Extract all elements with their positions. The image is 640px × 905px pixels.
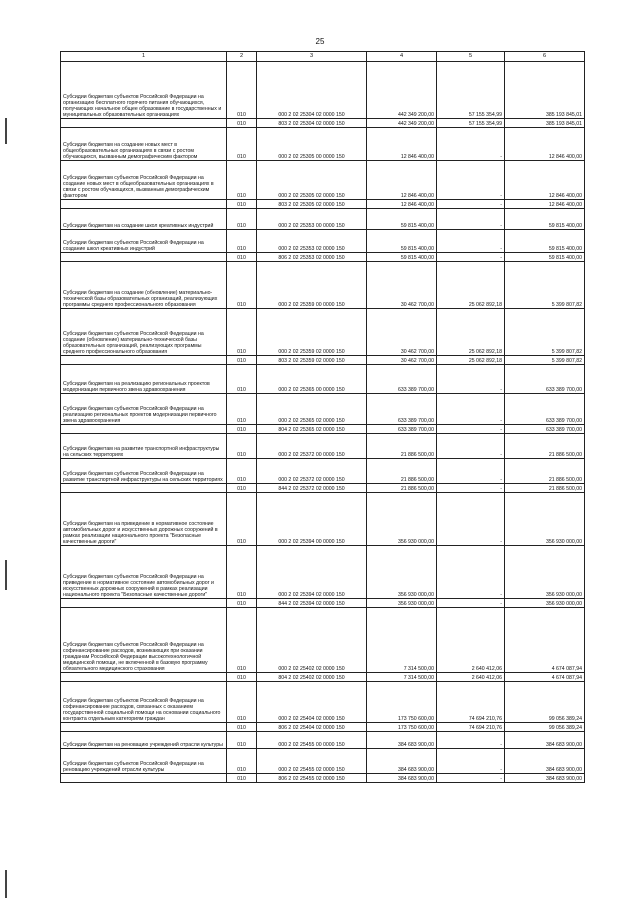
row-description — [61, 356, 227, 365]
table-row — [61, 723, 585, 732]
row-remaining-amount: 21 886 500,00 — [505, 484, 585, 493]
row-approved-amount: 59 815 400,00 — [367, 209, 437, 230]
row-executed-amount: - — [437, 434, 505, 459]
row-description: Субсидии бюджетам субъектов Российской Федерации на реализацию региональных проектов модернизации первичного звена здравоохранения — [61, 394, 227, 425]
row-approved-amount: 356 930 000,00 — [367, 546, 437, 599]
row-remaining-amount: 21 886 500,00 — [505, 459, 585, 484]
row-description: Субсидии бюджетам на реновацию учреждений отрасли культуры — [61, 732, 227, 749]
row-description: Субсидии бюджетам субъектов Российской Федерации на создание школ креативных индустрий — [61, 230, 227, 253]
row-budget-code: 000 2 02 25353 02 0000 150 — [257, 230, 367, 253]
table-row — [61, 128, 585, 161]
header-cell: 3 — [257, 52, 367, 62]
row-remaining-amount: 21 886 500,00 — [505, 434, 585, 459]
row-remaining-amount: 99 056 389,24 — [505, 682, 585, 723]
row-approved-amount: 356 930 000,00 — [367, 493, 437, 546]
row-line-code: 010 — [227, 262, 257, 309]
binding-mark — [5, 870, 7, 898]
table-row — [61, 200, 585, 209]
row-budget-code: 803 2 02 25359 02 0000 150 — [257, 356, 367, 365]
row-budget-code: 806 2 02 25404 02 0000 150 — [257, 723, 367, 732]
table-row — [61, 394, 585, 425]
table-row — [61, 493, 585, 546]
row-remaining-amount: 384 683 900,00 — [505, 749, 585, 774]
row-description: Субсидии бюджетам субъектов Российской Федерации на софинансирование расходов, связанных с оказанием государственной социальной помощи на основании социального контракта отдельным категориям граждан — [61, 682, 227, 723]
row-line-code: 010 — [227, 161, 257, 200]
table-row — [61, 774, 585, 783]
row-executed-amount: 25 062 892,18 — [437, 262, 505, 309]
row-approved-amount: 173 750 600,00 — [367, 682, 437, 723]
table-row — [61, 434, 585, 459]
row-budget-code: 804 2 02 25365 02 0000 150 — [257, 425, 367, 434]
row-approved-amount: 173 750 600,00 — [367, 723, 437, 732]
budget-table — [60, 51, 585, 783]
row-budget-code: 000 2 02 25304 02 0000 150 — [257, 62, 367, 119]
row-remaining-amount: 4 674 087,94 — [505, 673, 585, 682]
header-cell: 4 — [367, 52, 437, 62]
row-line-code: 010 — [227, 484, 257, 493]
row-description — [61, 673, 227, 682]
row-remaining-amount: 385 193 845,01 — [505, 62, 585, 119]
row-remaining-amount: 12 846 400,00 — [505, 128, 585, 161]
row-line-code: 010 — [227, 749, 257, 774]
row-executed-amount: 57 155 354,99 — [437, 119, 505, 128]
row-remaining-amount: 12 846 400,00 — [505, 200, 585, 209]
row-description: Субсидии бюджетам субъектов Российской Федерации на организацию бесплатного горячего питания обучающихся, получающих начальное общее образование в государственных и муниципальных образовательных организациях — [61, 62, 227, 119]
row-line-code: 010 — [227, 365, 257, 394]
row-line-code: 010 — [227, 723, 257, 732]
row-line-code: 010 — [227, 599, 257, 608]
row-description: Субсидии бюджетам на создание (обновление) материально-технической базы образовательных организаций, реализующих программы среднего профессионального образования — [61, 262, 227, 309]
row-description — [61, 599, 227, 608]
row-budget-code: 000 2 02 25365 02 0000 150 — [257, 394, 367, 425]
row-line-code: 010 — [227, 356, 257, 365]
table-row — [61, 599, 585, 608]
row-budget-code: 844 2 02 25372 02 0000 150 — [257, 484, 367, 493]
row-line-code: 010 — [227, 682, 257, 723]
row-remaining-amount: 59 815 400,00 — [505, 209, 585, 230]
row-budget-code: 804 2 02 25402 02 0000 150 — [257, 673, 367, 682]
row-approved-amount: 442 349 200,00 — [367, 62, 437, 119]
row-remaining-amount: 59 815 400,00 — [505, 230, 585, 253]
table-body — [61, 62, 585, 783]
row-budget-code: 000 2 02 25372 02 0000 150 — [257, 459, 367, 484]
row-approved-amount: 7 314 500,00 — [367, 673, 437, 682]
table-row — [61, 673, 585, 682]
row-description: Субсидии бюджетам на реализацию региональных проектов модернизации первичного звена здравоохранения — [61, 365, 227, 394]
binding-mark — [5, 118, 7, 144]
row-executed-amount: - — [437, 253, 505, 262]
row-executed-amount: - — [437, 365, 505, 394]
row-description — [61, 723, 227, 732]
row-line-code: 010 — [227, 200, 257, 209]
row-line-code: 010 — [227, 209, 257, 230]
row-description — [61, 425, 227, 434]
row-approved-amount: 633 389 700,00 — [367, 394, 437, 425]
row-description: Субсидии бюджетам субъектов Российской Федерации на создание (обновление) материально-технической базы образовательных организаций, реализующих программы среднего профессионального образования — [61, 309, 227, 356]
table-row — [61, 749, 585, 774]
row-line-code: 010 — [227, 119, 257, 128]
header-cell: 5 — [437, 52, 505, 62]
row-remaining-amount: 356 930 000,00 — [505, 493, 585, 546]
row-budget-code: 803 2 02 25305 02 0000 150 — [257, 200, 367, 209]
row-budget-code: 000 2 02 25455 00 0000 150 — [257, 732, 367, 749]
row-executed-amount: 25 062 892,18 — [437, 309, 505, 356]
table-row — [61, 209, 585, 230]
row-executed-amount: - — [437, 599, 505, 608]
table-row — [61, 608, 585, 673]
row-executed-amount: 57 155 354,99 — [437, 62, 505, 119]
row-budget-code: 000 2 02 25353 00 0000 150 — [257, 209, 367, 230]
row-approved-amount: 59 815 400,00 — [367, 253, 437, 262]
row-remaining-amount: 59 815 400,00 — [505, 253, 585, 262]
header-cell: 6 — [505, 52, 585, 62]
row-executed-amount: - — [437, 484, 505, 493]
row-approved-amount: 633 389 700,00 — [367, 365, 437, 394]
table-row — [61, 161, 585, 200]
row-line-code: 010 — [227, 128, 257, 161]
row-approved-amount: 384 683 900,00 — [367, 774, 437, 783]
row-remaining-amount: 384 683 900,00 — [505, 774, 585, 783]
row-description: Субсидии бюджетам субъектов Российской Федерации на софинансирование расходов, возникающих при оказании гражданам Российской Федерации высокотехнологичной медицинской помощи, не включенной в базовую программу обязательного медицинского страхования — [61, 608, 227, 673]
row-executed-amount: 74 694 210,76 — [437, 682, 505, 723]
row-executed-amount: - — [437, 493, 505, 546]
table-row — [61, 546, 585, 599]
row-approved-amount: 21 886 500,00 — [367, 484, 437, 493]
row-approved-amount: 12 846 400,00 — [367, 200, 437, 209]
row-line-code: 010 — [227, 493, 257, 546]
row-approved-amount: 30 462 700,00 — [367, 309, 437, 356]
table-row — [61, 732, 585, 749]
row-executed-amount: - — [437, 230, 505, 253]
row-description: Субсидии бюджетам субъектов Российской Федерации на создание новых мест в общеобразовательных организациях в связи с ростом обучающихся, вызванным демографическим фактором — [61, 161, 227, 200]
page-number: 25 — [315, 37, 325, 46]
row-budget-code: 000 2 02 25404 02 0000 150 — [257, 682, 367, 723]
row-executed-amount: - — [437, 459, 505, 484]
row-line-code: 010 — [227, 434, 257, 459]
row-remaining-amount: 633 389 700,00 — [505, 425, 585, 434]
row-description: Субсидии бюджетам на приведение в нормативное состояние автомобильных дорог и искусственных дорожных сооружений в рамках реализации национального проекта "Безопасные качественные дороги" — [61, 493, 227, 546]
row-line-code: 010 — [227, 394, 257, 425]
row-remaining-amount: 5 399 807,82 — [505, 309, 585, 356]
table-row — [61, 365, 585, 394]
row-executed-amount: - — [437, 161, 505, 200]
row-line-code: 010 — [227, 608, 257, 673]
row-executed-amount: 2 640 412,06 — [437, 608, 505, 673]
row-line-code: 010 — [227, 459, 257, 484]
binding-mark — [5, 560, 7, 590]
row-approved-amount: 30 462 700,00 — [367, 356, 437, 365]
row-budget-code: 806 2 02 25353 02 0000 150 — [257, 253, 367, 262]
table-row — [61, 425, 585, 434]
table-row — [61, 356, 585, 365]
table-row — [61, 230, 585, 253]
row-budget-code: 000 2 02 25455 02 0000 150 — [257, 749, 367, 774]
table-row — [61, 459, 585, 484]
row-remaining-amount: 385 193 845,01 — [505, 119, 585, 128]
header-cell: 1 — [61, 52, 227, 62]
row-line-code: 010 — [227, 62, 257, 119]
table-row — [61, 253, 585, 262]
row-executed-amount: - — [437, 200, 505, 209]
row-budget-code: 000 2 02 25394 00 0000 150 — [257, 493, 367, 546]
row-approved-amount: 21 886 500,00 — [367, 459, 437, 484]
row-approved-amount: 12 846 400,00 — [367, 128, 437, 161]
table-row — [61, 682, 585, 723]
row-description: Субсидии бюджетам на создание новых мест в общеобразовательных организациях в связи с ростом обучающихся, вызванным демографическим фактором — [61, 128, 227, 161]
row-approved-amount: 356 930 000,00 — [367, 599, 437, 608]
row-approved-amount: 59 815 400,00 — [367, 230, 437, 253]
row-approved-amount: 633 389 700,00 — [367, 425, 437, 434]
row-remaining-amount: 356 930 000,00 — [505, 599, 585, 608]
row-approved-amount: 7 314 500,00 — [367, 608, 437, 673]
row-description: Субсидии бюджетам субъектов Российской Федерации на развитие транспортной инфраструктуры на сельских территориях — [61, 459, 227, 484]
row-budget-code: 000 2 02 25394 02 0000 150 — [257, 546, 367, 599]
table-row — [61, 309, 585, 356]
row-line-code: 010 — [227, 673, 257, 682]
row-budget-code: 844 2 02 25394 02 0000 150 — [257, 599, 367, 608]
row-remaining-amount: 12 846 400,00 — [505, 161, 585, 200]
row-remaining-amount: 384 683 900,00 — [505, 732, 585, 749]
row-description — [61, 484, 227, 493]
row-approved-amount: 384 683 900,00 — [367, 749, 437, 774]
row-budget-code: 000 2 02 25365 00 0000 150 — [257, 365, 367, 394]
row-executed-amount: - — [437, 128, 505, 161]
row-executed-amount: - — [437, 732, 505, 749]
row-remaining-amount: 633 389 700,00 — [505, 365, 585, 394]
row-budget-code: 000 2 02 25305 00 0000 150 — [257, 128, 367, 161]
row-budget-code: 803 2 02 25304 02 0000 150 — [257, 119, 367, 128]
header-cell: 2 — [227, 52, 257, 62]
row-description — [61, 119, 227, 128]
row-budget-code: 806 2 02 25455 02 0000 150 — [257, 774, 367, 783]
row-remaining-amount: 99 056 389,24 — [505, 723, 585, 732]
row-approved-amount: 30 462 700,00 — [367, 262, 437, 309]
row-budget-code: 000 2 02 25359 02 0000 150 — [257, 309, 367, 356]
row-executed-amount: - — [437, 425, 505, 434]
row-approved-amount: 12 846 400,00 — [367, 161, 437, 200]
row-executed-amount: - — [437, 394, 505, 425]
row-executed-amount: 25 062 892,18 — [437, 356, 505, 365]
row-executed-amount: - — [437, 774, 505, 783]
row-budget-code: 000 2 02 25372 00 0000 150 — [257, 434, 367, 459]
row-executed-amount: 2 640 412,06 — [437, 673, 505, 682]
row-approved-amount: 21 886 500,00 — [367, 434, 437, 459]
row-approved-amount: 442 349 200,00 — [367, 119, 437, 128]
table-row — [61, 484, 585, 493]
table-row — [61, 119, 585, 128]
row-line-code: 010 — [227, 425, 257, 434]
row-line-code: 010 — [227, 253, 257, 262]
row-description: Субсидии бюджетам субъектов Российской Федерации на реновацию учреждений отрасли культуры — [61, 749, 227, 774]
row-budget-code: 000 2 02 25305 02 0000 150 — [257, 161, 367, 200]
row-executed-amount: - — [437, 209, 505, 230]
row-remaining-amount: 4 674 087,94 — [505, 608, 585, 673]
row-line-code: 010 — [227, 774, 257, 783]
row-description — [61, 253, 227, 262]
row-remaining-amount: 356 930 000,00 — [505, 546, 585, 599]
row-budget-code: 000 2 02 25359 00 0000 150 — [257, 262, 367, 309]
row-remaining-amount: 633 389 700,00 — [505, 394, 585, 425]
row-executed-amount: - — [437, 749, 505, 774]
row-line-code: 010 — [227, 309, 257, 356]
row-description — [61, 200, 227, 209]
row-budget-code: 000 2 02 25402 02 0000 150 — [257, 608, 367, 673]
row-line-code: 010 — [227, 732, 257, 749]
row-description — [61, 774, 227, 783]
row-executed-amount: - — [437, 546, 505, 599]
table-row — [61, 262, 585, 309]
table-row — [61, 62, 585, 119]
row-description: Субсидии бюджетам на создание школ креативных индустрий — [61, 209, 227, 230]
row-line-code: 010 — [227, 546, 257, 599]
row-description: Субсидии бюджетам субъектов Российской Федерации на приведение в нормативное состояние автомобильных дорог и искусственных дорожных сооружений в рамках реализации национального проекта "Безопасные качественные дороги" — [61, 546, 227, 599]
row-executed-amount: 74 694 210,76 — [437, 723, 505, 732]
row-remaining-amount: 5 399 807,82 — [505, 262, 585, 309]
row-approved-amount: 384 683 900,00 — [367, 732, 437, 749]
row-line-code: 010 — [227, 230, 257, 253]
row-description: Субсидии бюджетам на развитие транспортной инфраструктуры на сельских территориях — [61, 434, 227, 459]
table-header-row — [61, 52, 585, 62]
row-remaining-amount: 5 399 807,82 — [505, 356, 585, 365]
